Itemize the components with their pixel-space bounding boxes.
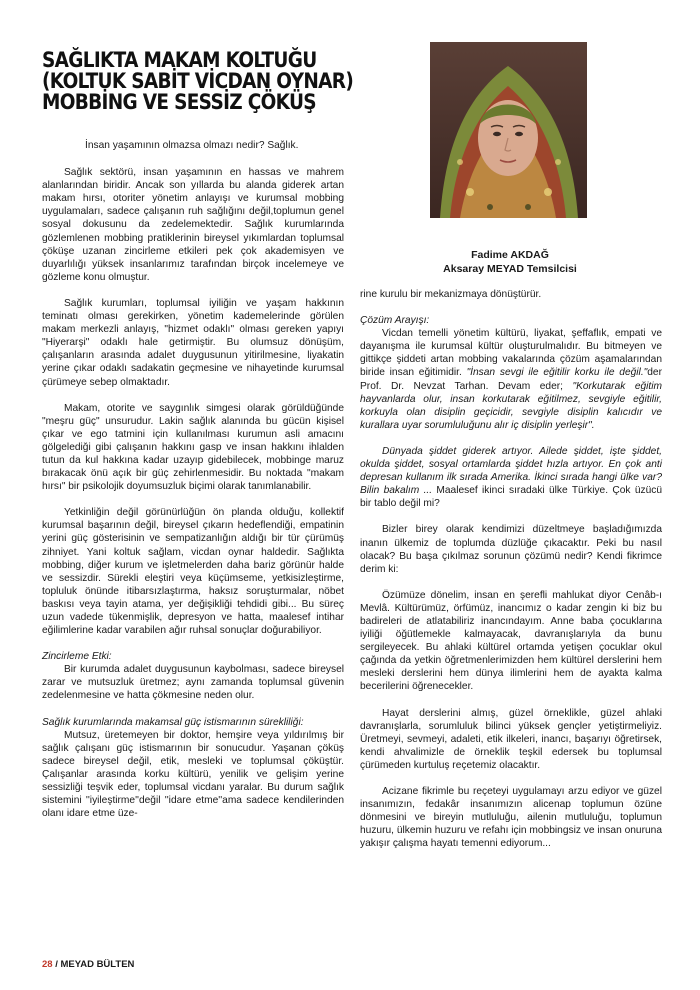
paragraph: Bizler birey olarak kendimizi düzeltmeye başladığımızda inanın ülkemiz de toplumda düzlüğe çıkacaktır. Peki bu nasıl olacak? Bu başa çıkılmaz sorunun çözümü nedir? Kendi fikrimce derim ki:: [360, 524, 662, 575]
author-photo: [430, 42, 587, 218]
lead-paragraph: İnsan yaşamının olmazsa olmazı nedir? Sağlık.: [85, 140, 299, 151]
text-span: der Prof. Dr. Nevzat Tarhan. Devam eder;: [360, 367, 662, 392]
paragraph: Yetkinliğin değil görünürlüğün ön planda olduğu, kollektif kurumsal başarının değil, bireysel çıkarın hedeflendiği, empatinin yerini güç gösterisinin ve sempatizanlığın aldığı bir tür çürümüş zihniyet. Yani koltuk sağlam, vicdan oynar haldedir. Sağlıkta mobbing, diğer kurum ve işletmelerden daha bariz görünür halde ve sessizdir. Sürekli eleştiri veya küçümseme, yetkisizleştirme, topluluk önünde itibarsızlaştırma, haksız soruşturmalar, nöbet baskısı veya tayin atama, yer değişikliği tehdidi gibi... Bu süreç uzun vadede tükenmişlik, depresyon ve hatta, maalesef intihar eğilimlerine kadar varabilen ağır ruhsal sonuçlar doğurabiliyor.: [42, 507, 344, 637]
paragraph: Makam, otorite ve saygınlık simgesi olarak görüldüğünde "meşru güç" unsurudur. Lakin sağlık alanında bu gücün kişisel çıkar ve ego tatmini için kullanılması kurumun asli amacını gölgelediği gibi çalışanın hakkını gasp ve insan hakkını ihlalden tutun da kul hakkına kadar uzayıp gidebilecek, mobbinge maruz bırakacak önü açık bir güç zehirlenmesidir. Bu noktada "makam hırsı" bir psikolojik doyumsuzluk biçimi olarak tanımlanabilir.: [42, 402, 344, 493]
text-span: Vicdan temelli yönetim kültürü, liyakat, şeffaflık, empati ve dayanışma ile kurumsal kültür oluşturulmalıdır. Bu bitmeyen ve gittikçe şiddeti artan mobbing vakalarında çözüm aşamalarından biride insan eğitimidir.: [360, 328, 662, 379]
quote: "Korkutarak eğitim hayvanlarda olur, insan korkutarak eğitilmez, sevgiyle eğitilir, korkuyla olan disiplin geçicidir, sevgiyle disiplin kalıcıdır ve kurallara uyar sorumluluğunu alır iç disiplin yerleşir".: [360, 380, 662, 431]
section-heading-chain-effect: Zincirleme Etki:: [42, 651, 112, 663]
section-heading-solution: Çözüm Arayışı:: [360, 315, 430, 327]
text-span: Maalesef ikinci sıradaki ülke Türkiye. Çok üzücü bir tablo değil mi?: [360, 485, 663, 510]
author-role: Aksaray MEYAD Temsilcisi: [443, 263, 577, 275]
paragraph: Bir kurumda adalet duygusunun kaybolması, sadece bireysel zarar ve mutsuzluk üretmez; aynı zamanda toplumsal güvenin zedelenmesine ve hatta çökmesine neden olur.: [42, 664, 344, 702]
italic-text: Dünyada şiddet giderek artıyor. Ailede şiddet, işte şiddet, okulda şiddet, sosyal ortamlarda şiddet hızla artıyor. En çok anti depresan kullanım ilk sırada Amerika. İkinci sırada hangi ülke var? Bilin bakalım ...: [360, 445, 662, 497]
paragraph: Mutsuz, üretemeyen bir doktor, hemşire veya yıldırılmış bir sağlık çalışanı güç istismarının bir sonucudur. Yaşanan çöküş sadece bireysel değil, etik, mesleki ve toplumsal çöküştür. Çalışanlar arasında korku kültürü, yenilik ve gelişim yerine sessizliği teşvik eder, toplumsal vicdanı yaralar. Bu durum sağlık sistemini ''iyileştirme''değil ''idare etme''ama sadece kendilerinden olanı idare etme üze-: [42, 729, 344, 820]
quote: "İnsan sevgi ile eğitilir korku ile değil.": [466, 367, 648, 379]
footer-separator: /: [55, 959, 58, 970]
paragraph: Sağlık sektörü, insan yaşamının en hassas ve mahrem alanlarından biridir. Ancak son yıllarda bu alanda giderek artan makam hırsı, otoriter yönetim anlayışı ve kurumsal mobbing uygulamaları, sadece çalışanın ruh sağlığını değil,toplumun genel sosyal dokusunu da zedelemektedir. Sağlık kurumlarında gözlemlenen mobbing pratiklerinin bireysel yıkımlardan toplumsal çöküşe uzanan zincirleme etkileri pek çok akademisyen ve duyarlılığı yüksek insanlarımız tarafından birçok incelemeye ve gözleme konu olmuştur.: [42, 167, 344, 283]
left-column: [42, 139, 344, 820]
paragraph: [360, 327, 662, 432]
title-line-2: (KOLTUK SABİT VİCDAN OYNAR): [42, 69, 354, 94]
publication-name: MEYAD BÜLTEN: [60, 959, 135, 970]
author-info: [400, 248, 620, 276]
paragraph: Özümüze dönelim, insan en şerefli mahlukat diyor Cenâb-ı Mevlâ. Kültürümüz, örfümüz, inancımız o kadar zengin ki biz bu badireleri de atlatabiliriz inancındayım. Anne baba çocuklarına iyiliği öğütlemekle kalmayacak, davranışlarıyla da bunu sergileyecek. Bu ahlaki kültürel ortamda yetişen çocuklar okul çağında da yetkin öğretmenlerimizden hem kültürel derslerini hem mesleki derslerini hem dünya ilimlerini hem de ayakta kalma becerilerini öğrenecekler.: [360, 589, 662, 693]
title-line-3: MOBBİNG VE SESSİZ ÇÖKÜŞ: [42, 90, 316, 115]
title-line-1: SAĞLIKTA MAKAM KOLTUĞU: [42, 48, 317, 73]
portrait-photo-icon: [430, 42, 587, 218]
page-number: 28: [42, 959, 53, 970]
paragraph: [360, 445, 662, 510]
paragraph: Hayat derslerini almış, güzel örneklikle, güzel ahlaki davranışlarla, sorumluluk bilinci yüksek gençler yetiştirmeliyiz. Üretmeyi, sevmeyi, adaleti, etik ilkeleri, inancı, başarıyı öğretirsek, kendi ahvalimizle de örneklik teşkil edersek bu toplumsal çürümeden kurtuluş reçetemiz olacaktır.: [360, 707, 662, 771]
paragraph: Sağlık kurumları, toplumsal iyiliğin ve yaşam hakkının teminatı olması gerekirken, yönetim kademelerinde görülen makam merkezli anlayış, "hizmet odaklı" olması gereken yapıyı "Hiyerarşi" odaklı hale getirmiştir. Bu olumsuz dönüşüm, çalışanların arasında adalet duygusunun yitirilmesine, liyakatin yerine çıkar odaklı sadakatin geçmesine ve nihayetinde kurumsal çürümeye sebep olmaktadır.: [42, 297, 344, 388]
paragraph: rine kurulu bir mekanizmaya dönüştürür.: [360, 289, 542, 300]
right-column: [360, 288, 662, 850]
paragraph: Acizane fikrimle bu reçeteyi uygulamayı arzu ediyor ve güzel insanımızın, fedakâr insanımızın alicenap toplumun özüne dönmesini ve bireyin mutluluğu, ailenin mutluluğu, toplumun huzuru, ülkemin huzuru ve refahı için mobbingsiz ve insan onuruna yakışır çalışma hayatı temenni ediyorum...: [360, 786, 662, 850]
article-title: [42, 48, 354, 115]
page-footer: [42, 959, 134, 970]
section-heading-power-abuse: Sağlık kurumlarında makamsal güç istismarının sürekliliği:: [42, 716, 304, 728]
author-name: Fadime AKDAĞ: [471, 249, 549, 261]
